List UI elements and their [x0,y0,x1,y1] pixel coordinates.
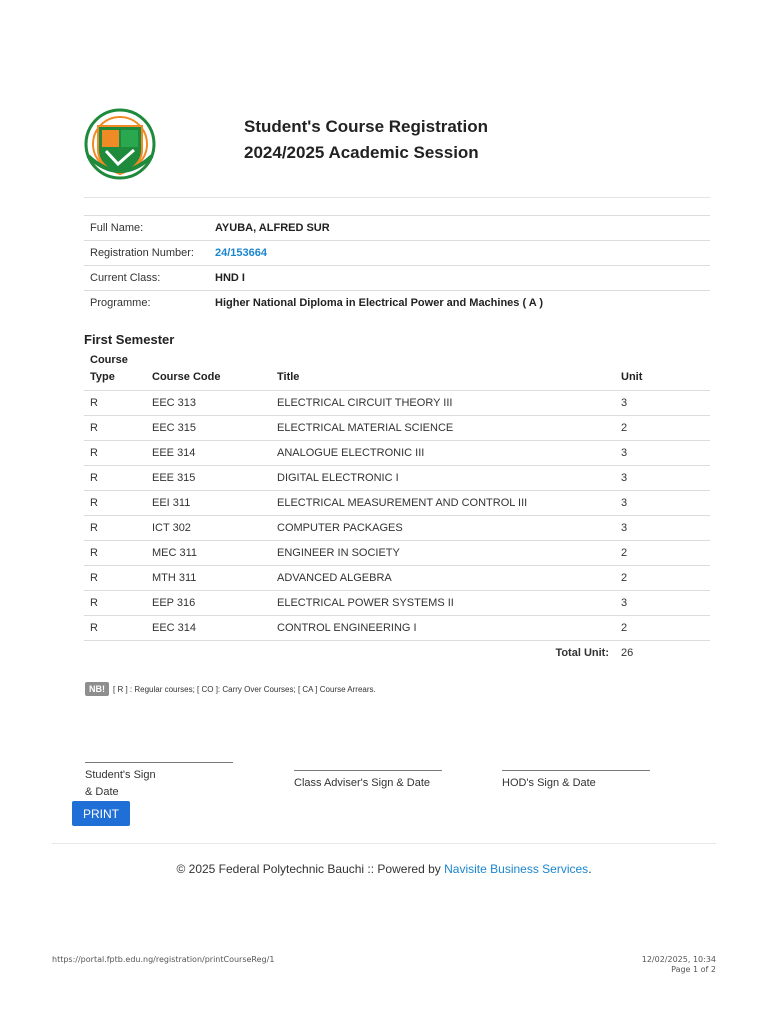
course-code: EEC 313 [146,391,271,416]
total-row [84,641,710,666]
course-unit: 3 [615,516,710,541]
info-row [84,241,710,266]
adviser-signature [294,770,442,792]
institution-logo [84,106,156,182]
page-number: Page 1 of 2 [671,965,716,974]
courses-header-row [84,352,710,391]
course-unit: 2 [615,566,710,591]
course-title: ENGINEER IN SOCIETY [271,541,615,566]
course-type: R [84,616,146,641]
course-row [84,441,710,466]
course-title: DIGITAL ELECTRONIC I [271,466,615,491]
course-type: R [84,566,146,591]
footer [0,862,768,876]
footer-link[interactable]: Navisite Business Services [444,862,589,876]
course-type: R [84,391,146,416]
course-unit: 3 [615,591,710,616]
full-name-label: Full Name: [84,216,209,241]
class-label: Current Class: [84,266,209,291]
course-code: MEC 311 [146,541,271,566]
course-title: ELECTRICAL MATERIAL SCIENCE [271,416,615,441]
course-row [84,391,710,416]
course-code: EEI 311 [146,491,271,516]
header-unit: Unit [615,352,710,391]
student-info-table [84,215,710,315]
class-value: HND I [209,266,710,291]
print-meta [642,955,716,975]
header-course-code: Course Code [146,352,271,391]
course-code: EEE 315 [146,466,271,491]
course-row [84,516,710,541]
course-code: EEE 314 [146,441,271,466]
print-url: https://portal.fptb.edu.ng/registration/printCourseReg/1 [52,955,275,964]
print-datetime: 12/02/2025, 10:34 [641,955,716,964]
course-title: ELECTRICAL CIRCUIT THEORY III [271,391,615,416]
course-title: CONTROL ENGINEERING I [271,616,615,641]
title-line-2: 2024/2025 Academic Session [244,143,479,162]
print-button[interactable]: PRINT [72,801,130,826]
course-unit: 3 [615,441,710,466]
course-title: ANALOGUE ELECTRONIC III [271,441,615,466]
course-code: ICT 302 [146,516,271,541]
course-row [84,541,710,566]
student-signature [85,762,233,801]
course-unit: 2 [615,416,710,441]
programme-label: Programme: [84,291,209,316]
legend-note [85,682,376,696]
course-type: R [84,516,146,541]
hod-signature-label: HOD's Sign & Date [502,777,596,789]
course-type: R [84,416,146,441]
course-title: ELECTRICAL POWER SYSTEMS II [271,591,615,616]
header-course-type: Course Type [84,352,146,391]
legend-text: [ R ] : Regular courses; [ CO ]: Carry Over Courses; [ CA ] Course Arrears. [113,684,376,694]
total-unit-label: Total Unit: [555,647,609,659]
divider [84,197,710,198]
course-type: R [84,441,146,466]
student-signature-label: Student's Sign & Date [85,769,156,798]
hod-signature [502,770,650,792]
reg-number-label: Registration Number: [84,241,209,266]
course-title: ADVANCED ALGEBRA [271,566,615,591]
info-row [84,216,710,241]
footer-suffix: . [588,862,592,876]
footer-text: © 2025 Federal Polytechnic Bauchi :: Powered by [176,862,445,876]
programme-value: Higher National Diploma in Electrical Power and Machines ( A ) [209,291,710,316]
signature-line [85,762,233,763]
course-unit: 3 [615,466,710,491]
course-type: R [84,491,146,516]
adviser-signature-label: Class Adviser's Sign & Date [294,777,430,789]
course-code: MTH 311 [146,566,271,591]
course-code: EEC 315 [146,416,271,441]
header-title: Title [271,352,615,391]
course-code: EEP 316 [146,591,271,616]
course-unit: 2 [615,541,710,566]
title-line-1: Student's Course Registration [244,117,488,136]
signature-line [502,770,650,771]
course-row [84,416,710,441]
divider [52,843,716,844]
total-unit-value: 26 [621,647,634,659]
course-row [84,466,710,491]
course-row [84,591,710,616]
course-title: COMPUTER PACKAGES [271,516,615,541]
signature-line [294,770,442,771]
course-unit: 3 [615,491,710,516]
nb-badge: NB! [85,682,109,696]
course-type: R [84,541,146,566]
course-row [84,616,710,641]
course-type: R [84,591,146,616]
full-name-value: AYUBA, ALFRED SUR [209,216,710,241]
info-row [84,291,710,316]
course-unit: 3 [615,391,710,416]
course-row [84,566,710,591]
info-row [84,266,710,291]
semester-title: First Semester [84,332,175,347]
course-title: ELECTRICAL MEASUREMENT AND CONTROL III [271,491,615,516]
course-unit: 2 [615,616,710,641]
page-title [244,114,488,166]
courses-table [84,352,710,665]
course-code: EEC 314 [146,616,271,641]
course-row [84,491,710,516]
reg-number-link[interactable]: 24/153664 [209,241,710,266]
course-type: R [84,466,146,491]
